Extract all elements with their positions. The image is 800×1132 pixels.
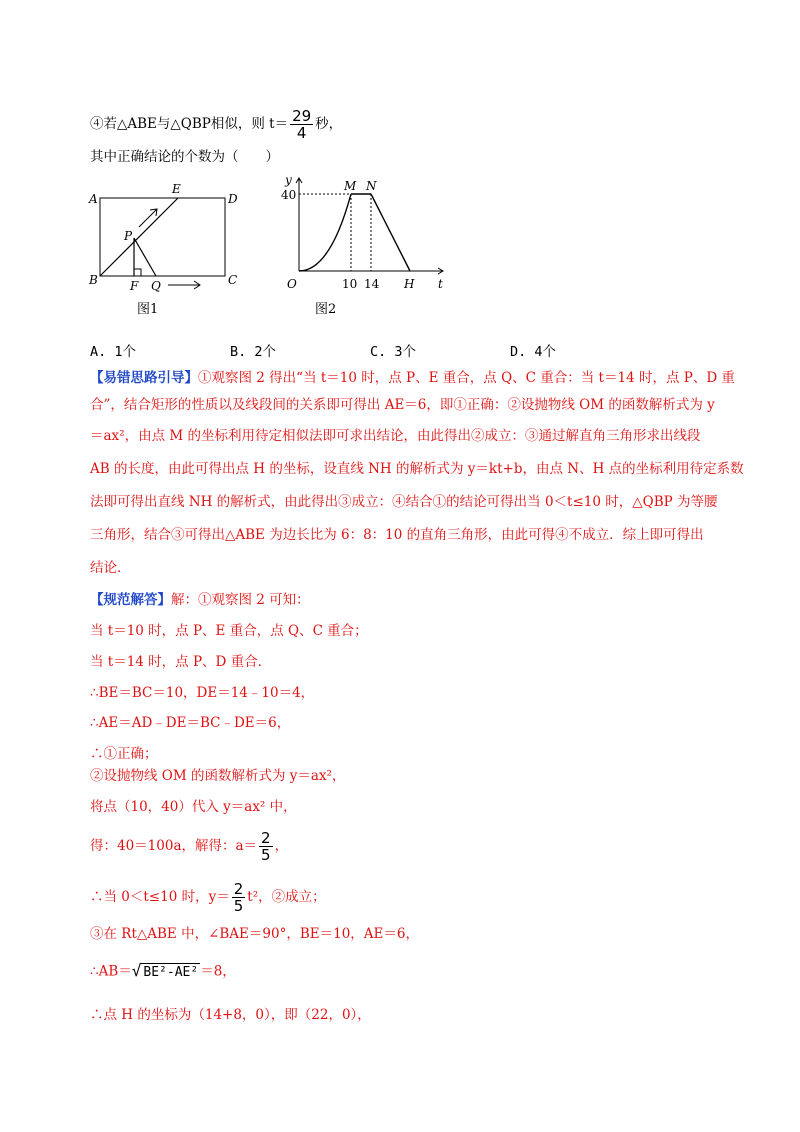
square-root (132, 962, 200, 982)
option-a: A. 1个 (90, 344, 137, 360)
guide-tag: 【易错思路引导】 (90, 370, 198, 386)
segment-be (100, 198, 178, 276)
answer-line-2: 当 t＝14 时，点 P、D 重合． (90, 654, 272, 670)
solve-suffix: ， (274, 838, 289, 854)
statement-4-suffix: 秒， (315, 116, 343, 132)
label-a: A (89, 192, 98, 206)
option-d: D. 4个 (510, 344, 557, 360)
segment-pq (134, 238, 156, 276)
when-suffix: t²，②成立； (247, 889, 326, 905)
arrow-up-shaft (139, 209, 157, 227)
right-angle-mark (134, 269, 141, 276)
label-o: O (287, 277, 297, 291)
label-f: F (130, 279, 139, 293)
fraction-denominator: 5 (233, 897, 244, 915)
answer-line-5: ∴①正确； (90, 746, 158, 762)
guide-line-6: 三角形，结合③可得出△ABE 为边长比为 6：8：10 的直角三角形，由此可得④不成立．综上即可得出 (90, 527, 704, 543)
ab-prefix: ∴AB＝ (90, 963, 132, 980)
fraction-numerator: 2 (261, 829, 271, 847)
option-c: C. 3个 (370, 344, 417, 360)
label-c: C (228, 273, 238, 287)
fraction-denominator: 5 (261, 846, 271, 864)
guide-text: ①观察图 2 得出“当 t＝10 时，点 P、E 重合，点 Q、C 重合：当 t＝14 时，点 P、D 重 (198, 370, 735, 386)
guide-line-4: AB 的长度，由此可得出点 H 的坐标，设直线 NH 的解析式为 y＝kt+b，由点 N、H 点的坐标利用待定系数 (90, 461, 744, 477)
statement-4-prefix: ④若△ABE与△QBP相似，则 t＝ (90, 116, 289, 132)
label-40: 40 (281, 188, 297, 202)
answer-header (90, 591, 310, 609)
answer-tag: 【规范解答】 (90, 592, 171, 608)
label-q: Q (151, 279, 161, 293)
answer-ab-line (90, 962, 236, 982)
answer-line-4: ∴AE＝AD﹣DE＝BC﹣DE＝6， (90, 715, 291, 731)
answer-solve-line (90, 830, 288, 863)
fraction (259, 830, 273, 863)
answer-line-6: ②设抛物线 OM 的函数解析式为 y＝ax²， (90, 768, 346, 784)
label-y: y (285, 173, 292, 187)
radical-sign-icon: √ (131, 961, 142, 980)
answer-line-7: 将点（10，40）代入 y＝ax² 中， (90, 799, 297, 815)
guide-line-5: 法即可得出直线 NH 的解析式，由此得出③成立：④结合①的结论可得出当 0＜t≤10 时，△QBP 为等腰 (90, 494, 718, 510)
option-b: B. 2个 (230, 344, 277, 360)
guide-line-3: ＝ax²，由点 M 的坐标利用待定相似法即可求出结论，由此得出②成立：③通过解直角三角形求出线段 (90, 428, 701, 444)
question-text: 其中正确结论的个数为（ ） (90, 149, 279, 165)
label-b: B (89, 273, 98, 287)
fraction-numerator: 2 (233, 880, 244, 898)
figure-2-caption: 图2 (315, 302, 337, 317)
radicand: BE²-AE² (143, 965, 199, 980)
segment-nh (371, 194, 410, 271)
label-m: M (344, 179, 357, 193)
answer-line-1: 当 t＝10 时，点 P、E 重合，点 Q、C 重合； (90, 623, 368, 639)
solve-prefix: 得：40＝100a，解得：a＝ (90, 838, 258, 854)
statement-4 (90, 108, 342, 141)
answer-when-line (90, 881, 326, 914)
rectangle-abcd (100, 198, 225, 276)
label-10: 10 (342, 277, 358, 291)
fraction-denominator: 4 (296, 124, 307, 142)
label-p: P (124, 229, 133, 243)
answer-line-3: ∴BE＝BC＝10，DE＝14﹣10＝4， (90, 685, 315, 701)
fraction-numerator: 29 (292, 107, 312, 125)
ab-suffix: ＝8， (200, 963, 236, 980)
guide-line-2: 合”，结合矩形的性质以及线段间的关系即可得出 AE＝6，即①正确：②设抛物线 OM 的函数解析式为 y (90, 397, 715, 413)
answer-rt-line: ③在 Rt△ABE 中，∠BAE＝90°，BE＝10，AE＝6， (90, 926, 419, 942)
fraction (232, 881, 246, 914)
guide-line-1 (90, 369, 735, 387)
label-n: N (366, 179, 377, 193)
curve-om (299, 194, 351, 271)
label-e: E (172, 182, 181, 196)
label-14: 14 (364, 277, 380, 291)
label-t: t (438, 277, 443, 291)
figure-2 (275, 170, 455, 320)
figure-1-caption: 图1 (137, 302, 159, 317)
answer-intro: 解：①观察图 2 可知： (171, 592, 310, 608)
fraction (290, 108, 313, 141)
figure-1 (88, 182, 248, 320)
label-d: D (228, 192, 238, 206)
answer-h-line: ∴点 H 的坐标为（14+8，0），即（22，0）， (90, 1007, 371, 1023)
when-prefix: ∴当 0＜t≤10 时，y＝ (90, 889, 230, 905)
label-h: H (404, 277, 415, 291)
guide-line-7: 结论． (90, 560, 131, 576)
